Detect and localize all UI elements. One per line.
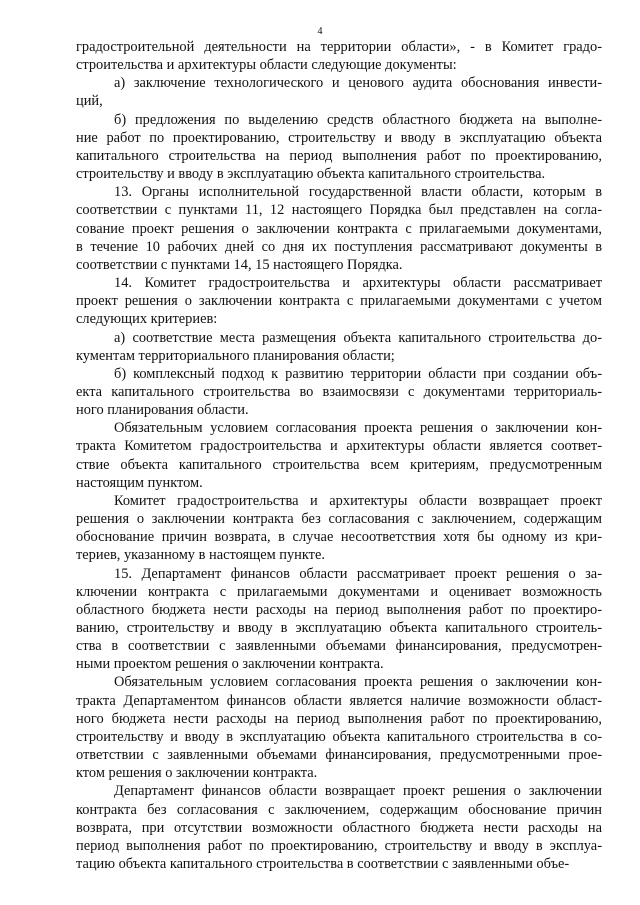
text-line: а) соответствие места размещения объекта капитального строительства до- bbox=[114, 329, 602, 346]
text-line: Обязательным условием согласования проекта решения о заключении кон- bbox=[114, 674, 602, 691]
text-line: кументам территориального планирования области; bbox=[76, 347, 395, 364]
text-line: капитального строительства на период выполнения работ по проектированию, bbox=[76, 147, 602, 164]
text-line: областного бюджета нести расходы на период выполнения работ по проектиро- bbox=[76, 601, 602, 618]
text-line: б) комплексный подход к развитию территории области при создании объ- bbox=[114, 365, 602, 382]
text-line: б) предложения по выделению средств областного бюджета на выполне- bbox=[114, 111, 602, 128]
text-line: тракта Комитетом градостроительства и архитектуры области является соответ- bbox=[76, 438, 602, 455]
text-line: териев, указанному в настоящем пункте. bbox=[76, 547, 325, 564]
text-line: ние работ по проектированию, строительству и вводу в эксплуатацию объекта bbox=[76, 129, 602, 146]
text-line: тацию объекта капитального строительства в соответствии с заявленными объе- bbox=[76, 856, 570, 873]
text-line: в течение 10 рабочих дней со дня их поступления рассматривают документы в bbox=[76, 238, 602, 255]
text-line: решения о заключении контракта без согласования с заключением, содержащим bbox=[76, 511, 602, 528]
text-line: ций, bbox=[76, 93, 103, 110]
text-line: ктом решения о заключении контракта. bbox=[76, 765, 318, 782]
text-line: ного планирования области. bbox=[76, 402, 249, 419]
text-line: период выполнения работ по проектированию, строительству и вводу в эксплуа- bbox=[76, 837, 602, 854]
text-line: Обязательным условием согласования проекта решения о заключении кон- bbox=[114, 420, 602, 437]
text-line: следующих критериев: bbox=[76, 311, 218, 328]
text-line: Департамент финансов области возвращает проект решения о заключении bbox=[114, 783, 602, 800]
text-line: настоящим пунктом. bbox=[76, 474, 203, 491]
text-line: соответствии с пунктами 11, 12 настоящего Порядка был представлен на согла- bbox=[76, 202, 602, 219]
text-line: обоснование причин возврата, в случае несоответствия хотя бы одному из кри- bbox=[76, 529, 602, 546]
text-line: строительства и архитектуры области следующие документы: bbox=[76, 57, 457, 74]
text-line: екта капитального строительства во взаимосвязи с документами территориаль- bbox=[76, 383, 602, 400]
text-line: сование проект решения о заключении контракта с прилагаемыми документами, bbox=[76, 220, 602, 237]
text-line: возврата, при отсутствии возможности областного бюджета нести расходы на bbox=[76, 819, 602, 836]
text-line: ными проектом решения о заключении контракта. bbox=[76, 656, 384, 673]
text-line: ответствии с заявленными объемами финансирования, предусмотренными прое- bbox=[76, 747, 602, 764]
text-line: ства в соответствии с заявленными объемами финансирования, предусмотрен- bbox=[76, 638, 602, 655]
text-line: соответствии с пунктами 14, 15 настоящего Порядка. bbox=[76, 256, 403, 273]
page-number: 4 bbox=[317, 26, 323, 37]
text-line: градостроительной деятельности на территории области», - в Комитет градо- bbox=[76, 39, 602, 55]
text-line: строительству и вводу в эксплуатацию объекта капитального строительства в со- bbox=[76, 728, 602, 745]
text-line: 13. Органы исполнительной государственной власти области, которым в bbox=[114, 184, 602, 201]
text-line: строительству и вводу в эксплуатацию объекта капитального строительства. bbox=[76, 166, 546, 183]
text-line: контракта без согласования с заключением, содержащим обоснование причин bbox=[76, 801, 602, 818]
text-line: а) заключение технологического и ценового аудита обоснования инвести- bbox=[114, 75, 602, 92]
text-line: Комитет градостроительства и архитектуры области возвращает проект bbox=[114, 492, 602, 509]
text-line: ванию, строительству и вводу в эксплуатацию объекта капитального строитель- bbox=[76, 620, 602, 636]
text-line: проект решения о заключении контракта с прилагаемыми документами с учетом bbox=[76, 293, 602, 310]
text-line: ствие объекта капитального строительства всем критериям, предусмотренным bbox=[76, 456, 602, 473]
text-line: ключении контракта с прилагаемыми документами и оценивает возможность bbox=[76, 583, 602, 600]
text-line: 15. Департамент финансов области рассматривает проект решения о за- bbox=[114, 565, 602, 582]
text-line: тракта Департаментом финансов области является наличие возможности област- bbox=[76, 692, 602, 709]
text-line: ного бюджета нести расходы на период выполнения работ по проектированию, bbox=[76, 710, 602, 727]
text-line: 14. Комитет градостроительства и архитектуры области рассматривает bbox=[114, 275, 602, 292]
document-body bbox=[76, 38, 602, 873]
